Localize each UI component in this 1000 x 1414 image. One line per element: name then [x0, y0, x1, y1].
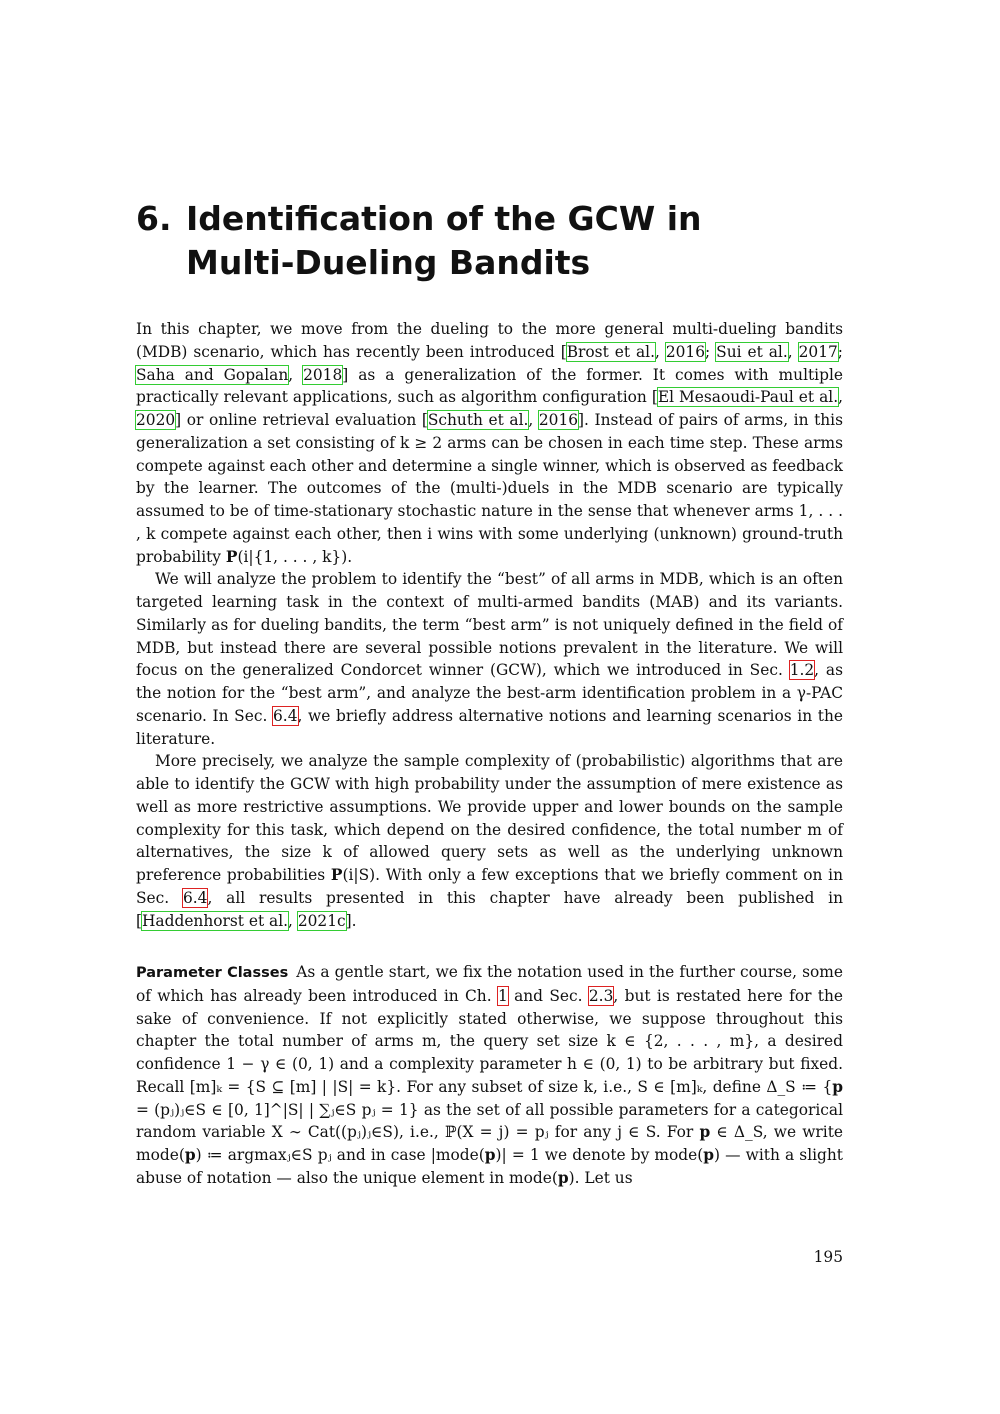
intro-paragraph-2: We will analyze the problem to identify the “best” of all arms in MDB, which is an often targeted learning task in the context of multi-armed bandits (MAB) and its variants. Similarly as for dueling bandits, the term “best arm” is not uniquely defined in the field of MDB, but instead there are several possible notions prevalent in the literature. We will focus on the generalized Condorcet winner (GCW), which we introduced in Sec. 1.2, as the notion for the “best arm”, and analyze the best-arm identification problem in a γ-PAC scenario. In Sec. 6.4, we briefly address alternative notions and learning scenarios in the literature.: [136, 570, 843, 748]
page-number: 195: [813, 1248, 843, 1266]
citation-link[interactable]: 2021c: [297, 911, 346, 930]
citation-link[interactable]: 2020: [136, 411, 176, 429]
citation-link[interactable]: Sui et al.: [716, 342, 788, 361]
chapter-reference-link[interactable]: 1: [497, 986, 508, 1005]
intro-section: [136, 318, 843, 932]
section-reference-link[interactable]: 1.2: [789, 661, 815, 680]
citation-link[interactable]: 2018: [303, 365, 343, 384]
citation-link[interactable]: Saha and Gopalan: [136, 365, 289, 384]
citation-link[interactable]: 2017: [798, 342, 838, 361]
section-reference-link[interactable]: 6.4: [273, 706, 298, 725]
citation-link[interactable]: El Mesaoudi-Paul et al.: [657, 388, 839, 407]
parameter-classes-paragraph: Parameter Classes As a gentle start, we fix the notation used in the further course, some of which has already been introduced in Ch. 1 and Sec. 2.3, but is restated here for the sake of convenience. If not explicitly stated otherwise, we suppose throughout this chapter the total number of arms m, the query set size k ∈ {2, . . . , m}, a desired confidence 1 − γ ∈ (0, 1) and a complexity parameter h ∈ (0, 1) to be arbitrary but fixed. Recall [m]ₖ = {S ⊆ [m] | |S| = k}. For any subset of size k, i.e., S ∈ [m]ₖ, define Δ_S ≔ {p = (pⱼ)ⱼ∈S ∈ [0, 1]^|S| | ∑ⱼ∈S pⱼ = 1} as the set of all possible parameters for a categorical random variable X ∼ Cat((pⱼ)ⱼ∈S), i.e., ℙ(X = j) = pⱼ for any j ∈ S. For p ∈ Δ_S, we write mode(p) ≔ argmaxⱼ∈S pⱼ and in case |mode(p)| = 1 we denote by mode(p) — with a slight abuse of notation — also the unique element in mode(p). Let us: [136, 963, 844, 1187]
intro-paragraph-3: More precisely, we analyze the sample complexity of (probabilistic) algorithms that are able to identify the GCW with high probability under the assumption of mere existence as well as more restrictive assumptions. We provide upper and lower bounds on the sample complexity for this task, which depend on the desired confidence, the total number m of alternatives, the size k of allowed query sets as well as the underlying unknown preference probabilities P(i|S). With only a few exceptions that we briefly comment on in Sec. 6.4, all results presented in this chapter have already been published in [Haddenhorst et al., 2021c].: [136, 752, 844, 930]
section-reference-link[interactable]: 2.3: [588, 986, 614, 1005]
citation-link[interactable]: Haddenhorst et al.: [142, 911, 289, 930]
chapter-title: [136, 197, 856, 285]
chapter-title-line-1: Identification of the GCW in: [186, 199, 702, 238]
section-reference-link[interactable]: 6.4: [182, 888, 208, 907]
citation-link[interactable]: Brost et al.: [566, 342, 655, 361]
paragraph-heading: Parameter Classes: [136, 965, 289, 981]
chapter-title-line-2: Multi-Dueling Bandits: [186, 243, 591, 282]
chapter-number: 6.: [136, 199, 172, 238]
citation-link[interactable]: Schuth et al.: [427, 411, 529, 429]
intro-paragraph-1: In this chapter, we move from the dueling to the more general multi-dueling bandits (MDB) scenario, which has recently been introduced [Brost et al., 2016; Sui et al., 2017; Saha and Gopalan, 2018] as a generalization of the former. It comes with multiple practically relevant applications, such as algorithm configuration [El Mesaoudi-Paul et al., 2020] or online retrieval evaluation [Schuth et al., 2016]. Instead of pairs of arms, in this generalization a set consisting of k ≥ 2 arms can be chosen in each time step. These arms compete against each other and determine a single winner, which is observed as feedback by the learner. The outcomes of the (multi-)duels in the MDB scenario are typically assumed to be of time-stationary stochastic nature in the sense that whenever arms 1, . . . , k compete against each other, then i wins with some underlying (unknown) ground-truth probability P(i|{1, . . . , k}).: [136, 320, 844, 566]
parameter-classes-section: [136, 961, 843, 1190]
citation-link[interactable]: 2016: [538, 411, 579, 429]
citation-link[interactable]: 2016: [665, 342, 705, 361]
